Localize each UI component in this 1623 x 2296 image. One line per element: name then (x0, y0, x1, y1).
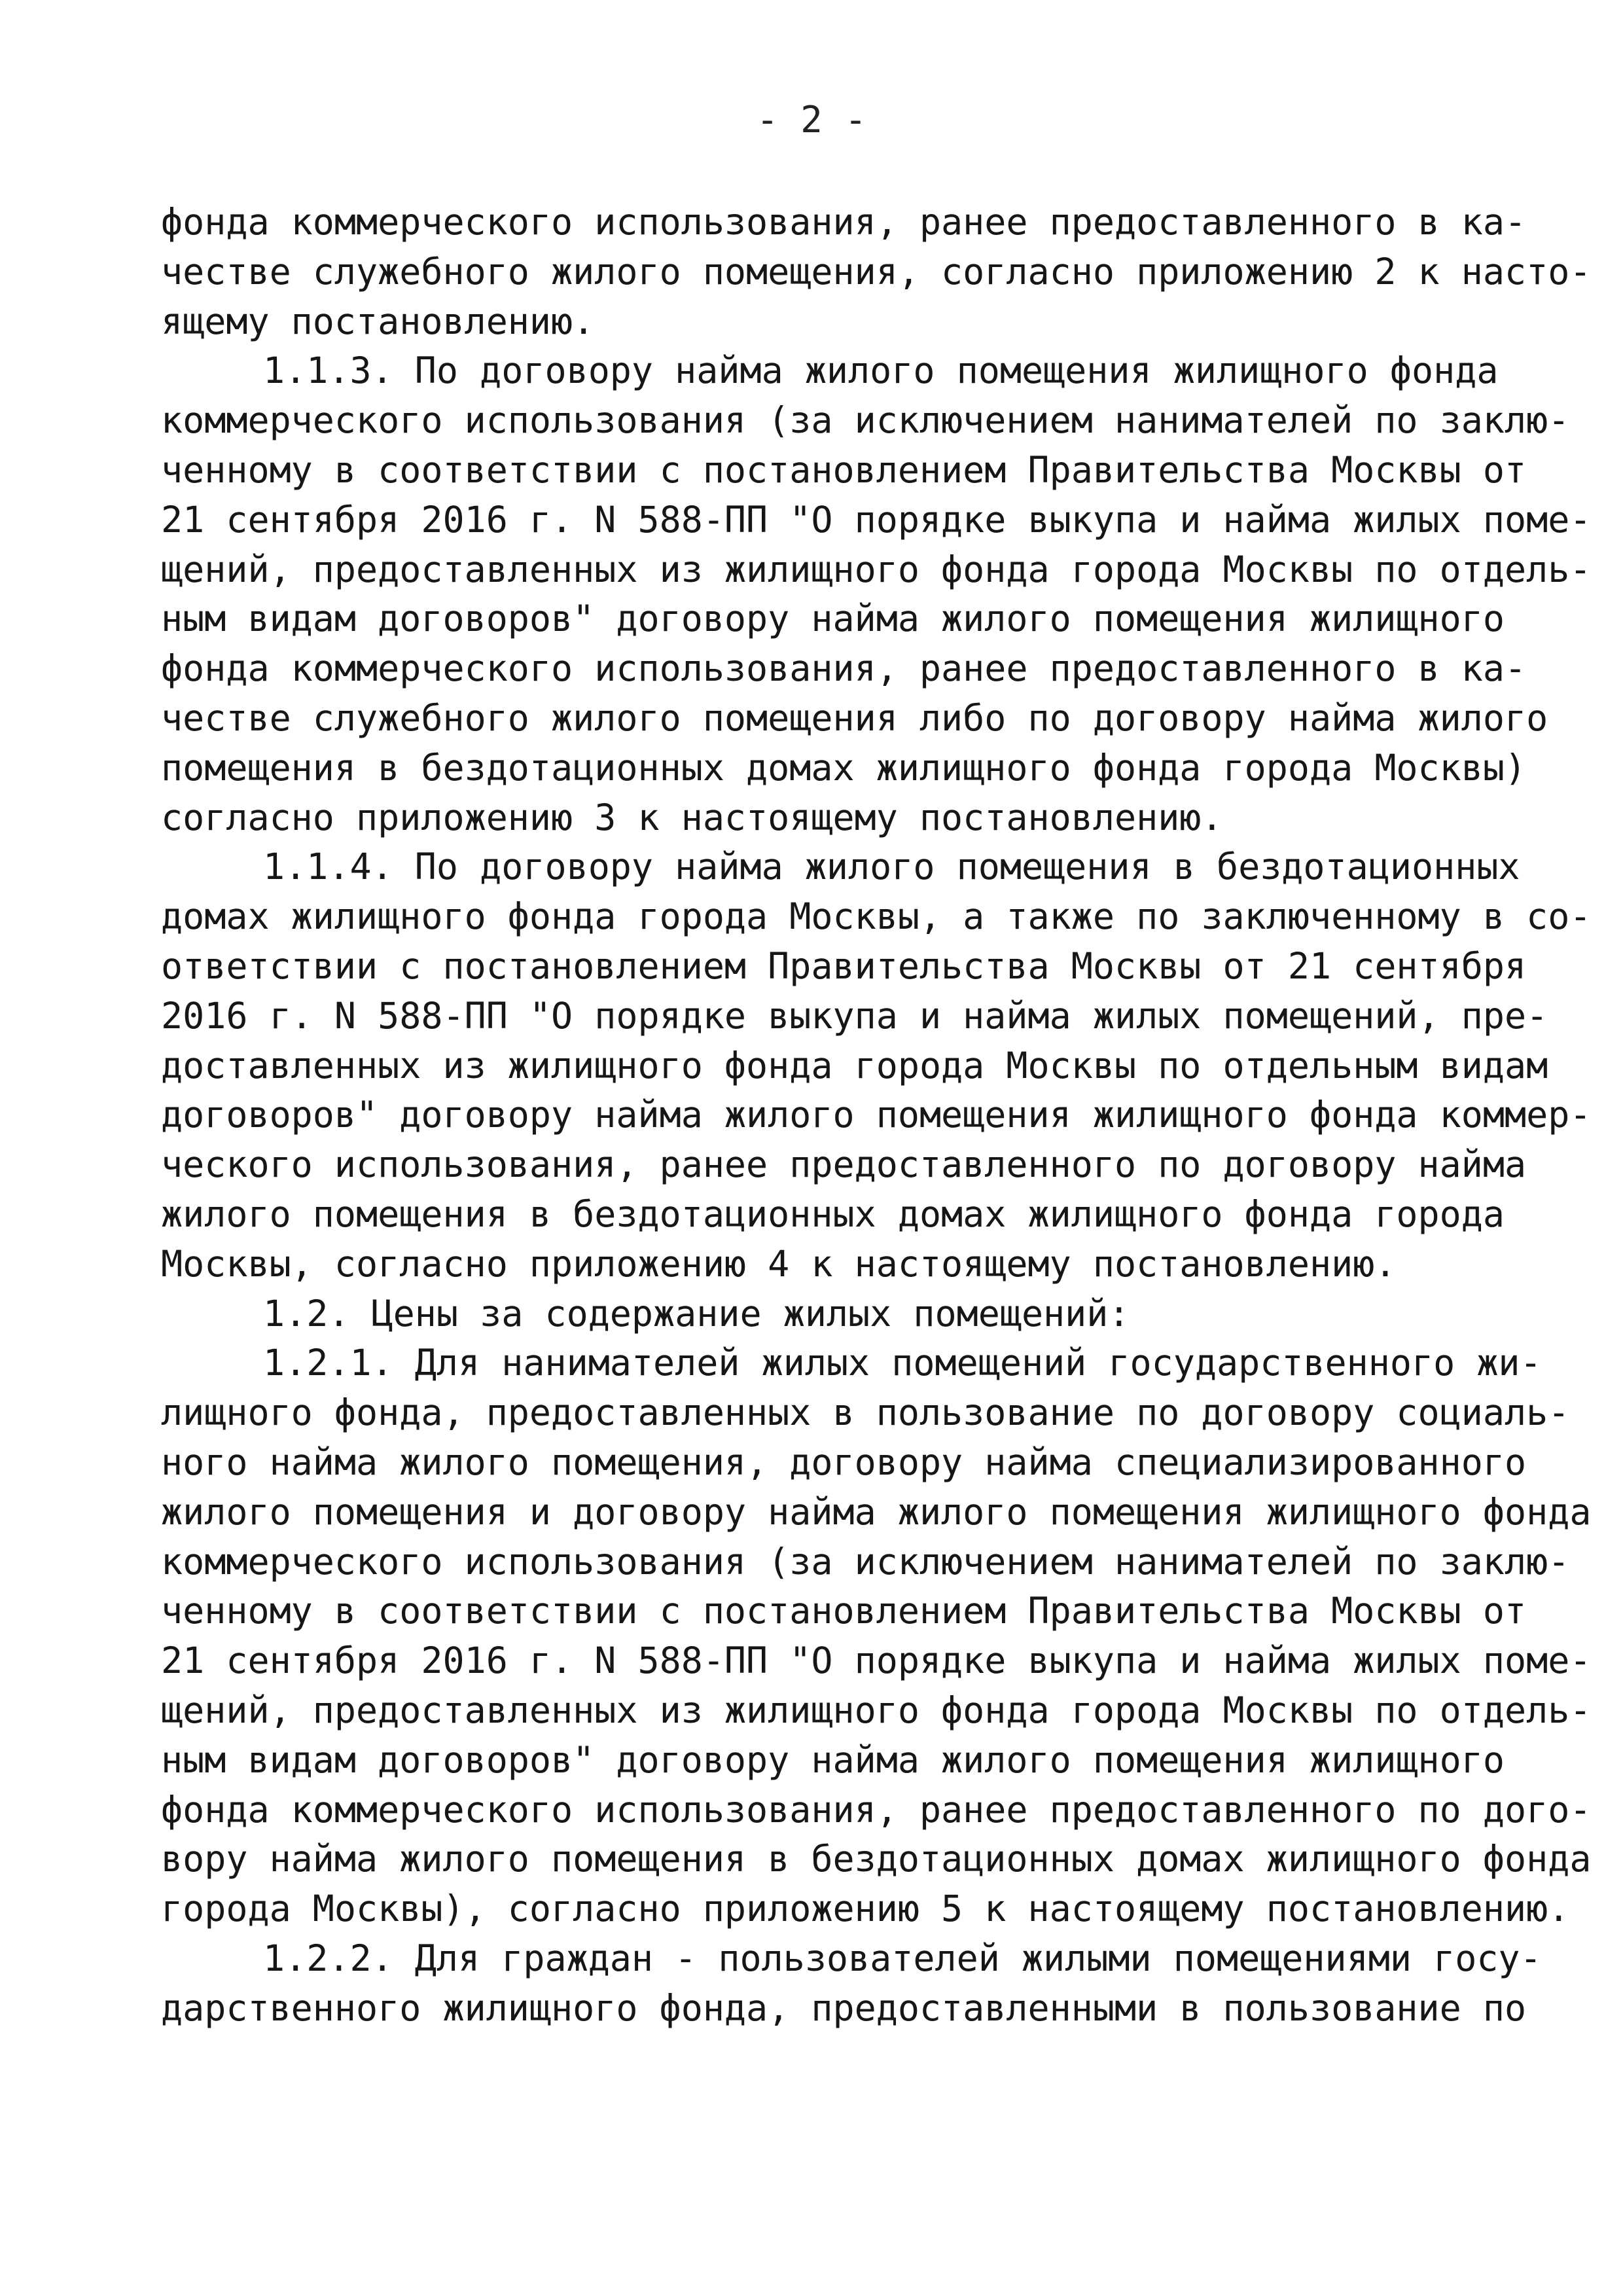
text-line: 1.2.2. Для граждан - пользователей жилыми помещениями госу- (263, 1937, 1542, 1979)
text-line: ным видам договоров" договору найма жилого помещения жилищного (161, 598, 1505, 640)
text-line: ческого использования, ранее предоставленного по договору найма (161, 1143, 1527, 1186)
text-line: фонда коммерческого использования, ранее предоставленного в ка- (161, 647, 1527, 690)
text-line: 21 сентября 2016 г. N 588-ПП "О порядке выкупа и найма жилых поме- (161, 1640, 1592, 1682)
text-line: щений, предоставленных из жилищного фонда города Москвы по отдель- (161, 1689, 1592, 1731)
text-line: дарственного жилищного фонда, предоставленными в пользование по (161, 1986, 1527, 2029)
text-line: 21 сентября 2016 г. N 588-ПП "О порядке выкупа и найма жилых поме- (161, 498, 1592, 541)
text-line: доставленных из жилищного фонда города Москвы по отдельным видам (161, 1044, 1548, 1086)
text-line: честве служебного жилого помещения либо по договору найма жилого (161, 696, 1548, 739)
text-line: договоров" договору найма жилого помещения жилищного фонда коммер- (161, 1094, 1592, 1136)
text-line: 1.2.1. Для нанимателей жилых помещений государственного жи- (263, 1342, 1542, 1384)
text-line: города Москвы), согласно приложению 5 к настоящему постановлению. (161, 1888, 1570, 1930)
text-line: 2016 г. N 588-ПП "О порядке выкупа и найма жилых помещений, пре- (161, 994, 1548, 1037)
text-line: коммерческого использования (за исключением нанимателей по заклю- (161, 399, 1570, 442)
text-line: ченному в соответствии с постановлением Правительства Москвы от (161, 1590, 1527, 1632)
text-line: согласно приложению 3 к настоящему постановлению. (161, 796, 1223, 838)
text-line: коммерческого использования (за исключением нанимателей по заклю- (161, 1540, 1570, 1583)
text-line: щений, предоставленных из жилищного фонда города Москвы по отдель- (161, 548, 1592, 590)
text-line: 1.2. Цены за содержание жилых помещений: (263, 1292, 1130, 1335)
text-line: жилого помещения в бездотационных домах жилищного фонда города (161, 1193, 1505, 1235)
text-line: честве служебного жилого помещения, согласно приложению 2 к насто- (161, 250, 1592, 293)
text-line: фонда коммерческого использования, ранее предоставленного в ка- (161, 201, 1527, 243)
page-number: - 2 - (756, 99, 867, 141)
text-line: 1.1.4. По договору найма жилого помещения в бездотационных (263, 846, 1520, 888)
text-line: ответствии с постановлением Правительства Москвы от 21 сентября (161, 944, 1527, 987)
text-line: домах жилищного фонда города Москвы, а также по заключенному в со- (161, 895, 1592, 938)
text-line: лищного фонда, предоставленных в пользование по договору социаль- (161, 1391, 1570, 1434)
text-line: ченному в соответствии с постановлением Правительства Москвы от (161, 448, 1527, 491)
document-body (161, 198, 1592, 2033)
text-line: ного найма жилого помещения, договору найма специализированного (161, 1441, 1527, 1483)
text-line: вору найма жилого помещения в бездотационных домах жилищного фонда (161, 1838, 1592, 1880)
text-line: жилого помещения и договору найма жилого помещения жилищного фонда (161, 1490, 1592, 1533)
text-line: ящему постановлению. (161, 300, 595, 342)
text-line: помещения в бездотационных домах жилищного фонда города Москвы) (161, 746, 1527, 789)
text-line: фонда коммерческого использования, ранее предоставленного по дого- (161, 1788, 1592, 1831)
text-line: 1.1.3. По договору найма жилого помещения жилищного фонда (263, 350, 1499, 392)
text-line: ным видам договоров" договору найма жилого помещения жилищного (161, 1738, 1505, 1781)
text-line: Москвы, согласно приложению 4 к настоящему постановлению. (161, 1242, 1397, 1285)
